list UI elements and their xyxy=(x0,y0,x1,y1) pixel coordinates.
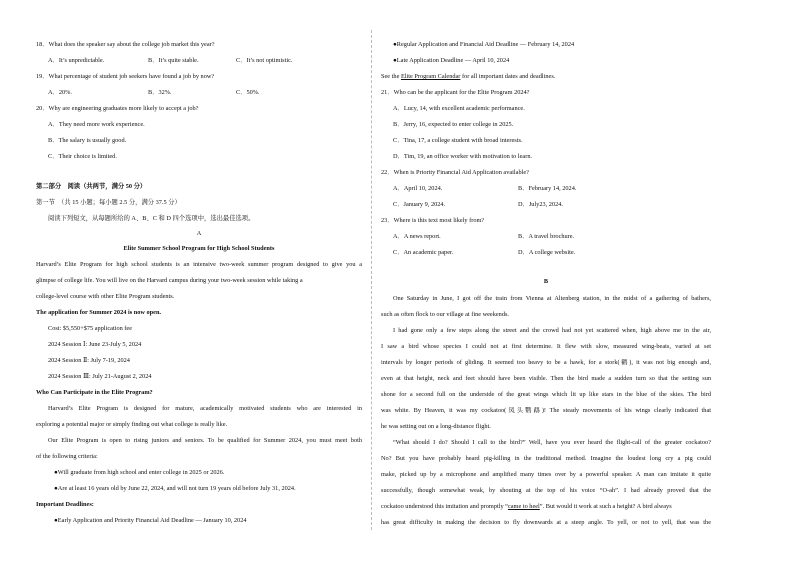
calendar-note xyxy=(381,73,555,81)
who-paragraph-line1: Harvard’s Elite Program is designed for mature, academically motivated students who are interested in xyxy=(48,405,362,412)
q18-option-a: A．It’s unpredictable. xyxy=(48,57,105,64)
passage-b-line15: has great difficulty in making the decision to fly downwards at a steep angle. To yell, or not to yell, that was the xyxy=(381,519,711,526)
passage-a-p1-line3: college-level course with other Elite Program students. xyxy=(36,293,175,300)
q23-option-c: C．An academic paper. xyxy=(393,249,454,256)
q23-option-a: A．A news report. xyxy=(393,233,441,240)
eligibility-line1: Our Elite Program is open to rising juniors and seniors. To be qualified for Summer 2024, you must meet both xyxy=(48,437,362,444)
passage-b-line2: such as often flock to our village at fine weekends. xyxy=(381,311,509,318)
passage-b-line13: successfully, though somewhat weak, by shouting at the top of his voice “O-ah”. I had already proved that the xyxy=(381,487,711,494)
passage-b-line1: One Saturday in June, I got off the train from Vienna at Altenberg station, in the midst of a gathering of bathers, xyxy=(393,295,711,302)
passage-b-line10: “What should I do? Should I call to the bird?” Well, have you ever heard the flight-call of the greater cockatoo? xyxy=(393,439,711,446)
deadline-regular: ●Regular Application and Financial Aid Deadline — February 14, 2024 xyxy=(393,41,575,48)
q22-option-a: A．April 10, 2024. xyxy=(393,185,443,192)
who-paragraph-line2: exploring a potential major or simply finding out what college is really like. xyxy=(36,421,228,428)
q21-option-c: C．Tina, 17, a college student with broad interests. xyxy=(393,137,523,144)
passage-a-title: Elite Summer School Program for High School Students xyxy=(123,245,275,252)
passage-b-line12: make, picked up by a microphone and amplified many times over by a powerful speaker. A man can imitate it quite xyxy=(381,471,711,478)
q21-option-d: D．Tim, 19, an office worker with motivation to learn. xyxy=(393,153,533,160)
passage-b-line14 xyxy=(381,503,672,511)
who-heading: Who Can Participate in the Elite Program? xyxy=(36,389,153,396)
passage-b-label: B xyxy=(543,278,549,285)
passage-b-line4: I saw a bird whose species I could not at first determine. It flew with slow, measured wing-beats, varied at set xyxy=(381,343,711,350)
eligibility-line2: of the following criteria: xyxy=(36,453,98,460)
deadlines-heading: Important Deadlines: xyxy=(36,501,94,508)
q19-option-b: B．32%. xyxy=(148,89,172,96)
cost-line: Cost: $5,550+$75 application fee xyxy=(48,325,132,332)
question-22-stem: 22．When is Priority Financial Aid Application available? xyxy=(381,169,529,176)
came-to-heel-phrase: came to heel xyxy=(507,503,540,510)
criterion-2: ●Are at least 16 years old by June 22, 2024, and will not turn 19 years old before July 31, 2024. xyxy=(54,485,296,492)
q22-option-c: C．January 9, 2024. xyxy=(393,201,446,208)
q20-option-c: C．Their choice is limited. xyxy=(48,153,117,160)
left-column xyxy=(36,0,362,562)
section-1-title: 第一节 （共 15 小题；每小题 2.5 分，满分 37.5 分） xyxy=(36,199,181,206)
deadline-late: ●Late Application Deadline — April 10, 2024 xyxy=(393,57,510,64)
application-heading: The application for Summer 2024 is now open. xyxy=(36,309,162,316)
question-18-stem: 18．What does the speaker say about the college job market this year? xyxy=(36,41,215,48)
q23-option-b: B．A travel brochure. xyxy=(518,233,575,240)
session-3: 2024 Session Ⅲ: July 21-August 2, 2024 xyxy=(48,373,152,380)
q22-option-d: D．July23, 2024. xyxy=(518,201,563,208)
passage-b-line3: I had gone only a few steps along the street and the crowd had not yet scattered when, high above me in the air, xyxy=(393,327,711,334)
passage-a-label: A xyxy=(196,230,202,237)
question-21-stem: 21．Who can be the applicant for the Elite Program 2024? xyxy=(381,89,530,96)
question-20-stem: 20．Why are engineering graduates more likely to accept a job? xyxy=(36,105,199,112)
question-19-stem: 19．What percentage of student job seekers have found a job by now? xyxy=(36,73,215,80)
q22-option-b: B．February 14, 2024. xyxy=(518,185,577,192)
passage-b-line7: shone for a second full on the underside of the great wings which lit up like stars in the blue of the skies. The bird xyxy=(381,391,711,398)
session-1: 2024 Session Ⅰ: June 23-July 5, 2024 xyxy=(48,341,142,348)
q20-option-b: B．The salary is usually good. xyxy=(48,137,127,144)
passage-b-line8: was white. By Heaven, it was my cockatoo(凤头鹦鹉)! The steady movements of his wings clearly indicated that xyxy=(381,407,711,414)
q19-option-a: A．20%. xyxy=(48,89,72,96)
passage-a-p1-line2: glimpse of college life. You will live on the Harvard campus during your two-week session while taking a xyxy=(36,277,303,284)
elite-program-calendar-link: Elite Program Calendar xyxy=(400,73,461,80)
question-23-stem: 23．Where is this text most likely from? xyxy=(381,217,485,224)
reading-instruction: 阅读下列短文，从每题所给的 A、B、C 和 D 四个选项中，选出最佳选项。 xyxy=(48,215,255,222)
part-2-title: 第二部分 阅读（共两节，满分 50 分） xyxy=(36,183,147,190)
calendar-note-post: for all important dates and deadlines. xyxy=(460,73,556,80)
passage-b-line9: he was setting out on a long-distance flight. xyxy=(381,423,491,430)
criterion-1: ●Will graduate from high school and enter college in 2025 or 2026. xyxy=(54,469,225,476)
column-divider xyxy=(371,30,372,530)
passage-a-p1-line1: Harvard’s Elite Program for high school students is an intensive two-week summer program designed to give you a xyxy=(36,261,362,268)
passage-b-line6: even at that height, neck and feet should have been visible. Then the bird made a sudden turn so that the setting sun xyxy=(381,375,711,382)
right-column xyxy=(381,0,711,562)
q18-option-c: C．It’s not optimistic. xyxy=(236,57,293,64)
q20-option-a: A．They need more work experience. xyxy=(48,121,145,128)
session-2: 2024 Session Ⅱ: July 7-19, 2024 xyxy=(48,357,130,364)
deadline-early: ●Early Application and Priority Financial Aid Deadline — January 10, 2024 xyxy=(54,517,247,524)
q21-option-b: B．Jerry, 16, expected to enter college in 2025. xyxy=(393,121,514,128)
q18-option-b: B．It’s quite stable. xyxy=(148,57,199,64)
q19-option-c: C．50%. xyxy=(236,89,260,96)
q21-option-a: A．Lucy, 14, with excellent academic performance. xyxy=(393,105,525,112)
passage-b-line11: No? But you have probably heard pig-killing in the traditional method. Imagine the loudest long cry a pig could xyxy=(381,455,711,462)
passage-b-line14-post: ”. But would it work at such a height? A bird always xyxy=(539,503,672,510)
q23-option-d: D．A college website. xyxy=(518,249,576,256)
passage-b-line5: intervals by longer periods of gliding. It seemed too heavy to be a hawk, for a stork(鹳), it was not big enough and, xyxy=(381,359,711,366)
passage-b-line14-pre: cockatoo understood this imitation and promptly “ xyxy=(381,503,508,510)
calendar-note-pre: See the xyxy=(381,73,401,80)
